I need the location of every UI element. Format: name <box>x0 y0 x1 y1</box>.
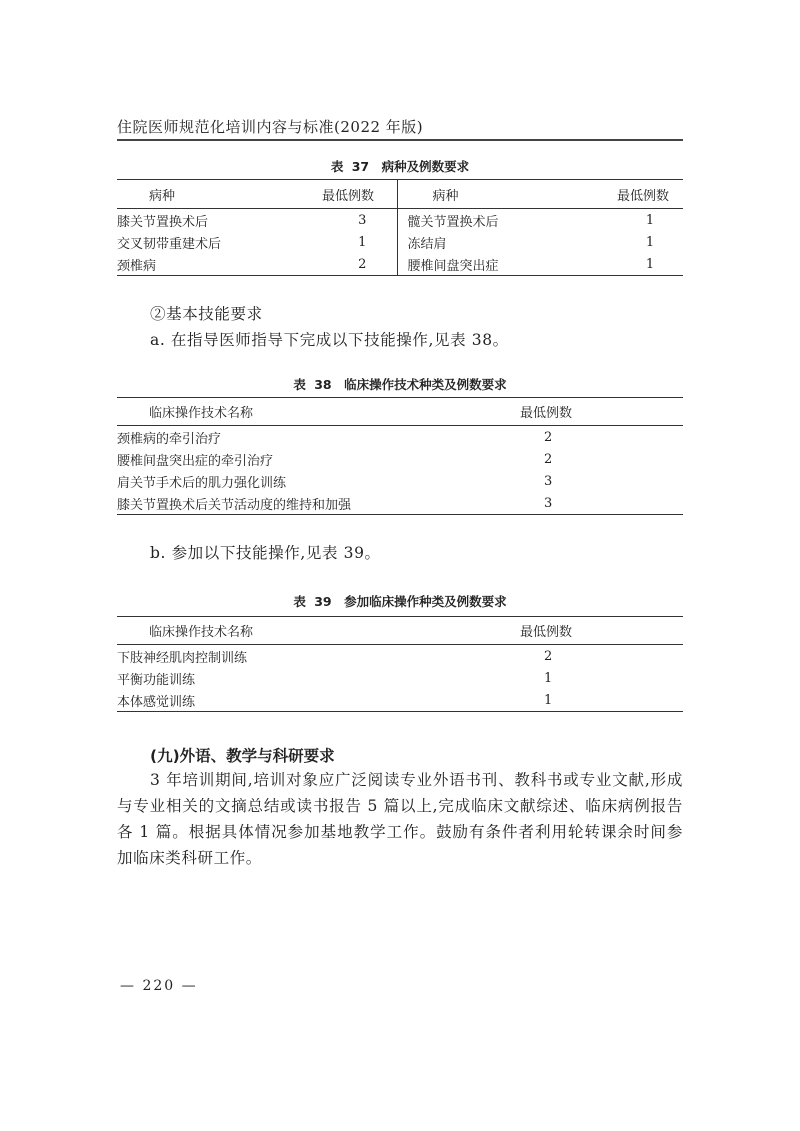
table39-caption: 表 39 参加临床操作种类及例数要求 <box>293 594 507 609</box>
table37-caption: 表 37 病种及例数要求 <box>330 159 470 174</box>
table38-header-name: 临床操作技术名称 <box>117 398 447 426</box>
table37-header-min-2: 最低例数 <box>581 180 683 209</box>
table-cell: 2 <box>544 429 553 445</box>
table-cell: 本体感觉训练 <box>117 694 196 710</box>
table37-header-min: 最低例数 <box>292 180 397 209</box>
table-row <box>117 209 683 232</box>
table37 <box>117 179 683 276</box>
header-rule <box>117 139 683 141</box>
table-cell: 腰椎间盘突出症 <box>397 253 581 276</box>
table-cell: 1 <box>645 234 655 250</box>
table39-header-min: 最低例数 <box>447 617 683 645</box>
table-cell: 膝关节置换术后关节活动度的维持和加强 <box>117 497 352 513</box>
table-row <box>117 492 683 515</box>
skills-heading: ②基本技能要求 <box>150 305 263 323</box>
table-cell: 髋关节置换术后 <box>397 209 581 232</box>
table38-header-min: 最低例数 <box>447 398 683 426</box>
table-cell: 1 <box>645 212 655 228</box>
table-cell: 冻结肩 <box>397 231 581 253</box>
table37-header-disease: 病种 <box>117 180 292 209</box>
table-cell: 1 <box>358 234 367 250</box>
table38 <box>117 397 683 515</box>
table-row <box>117 253 683 276</box>
table37-header-row <box>117 180 683 209</box>
table38-caption: 表 38 临床操作技术种类及例数要求 <box>293 377 507 392</box>
table-cell: 2 <box>544 648 553 664</box>
table-cell: 3 <box>544 473 553 489</box>
table-cell: 3 <box>544 495 553 511</box>
table37-header-disease-2: 病种 <box>397 180 581 209</box>
table-row <box>117 448 683 470</box>
section9-body: 3 年培训期间,培训对象应广泛阅读专业外语书刊、教科书或专业文献,形成与专业相关的文摘总结或读书报告 5 篇以上,完成临床文献综述、临床病例报告各 1 篇。根据具体情况参加基地教学工作。鼓励有条件者利用轮转课余时间参加临床类科研工作。 <box>117 771 683 867</box>
table-cell: 3 <box>358 212 367 228</box>
table-cell: 2 <box>544 451 553 467</box>
table-row <box>117 645 683 668</box>
table-row <box>117 667 683 689</box>
table-cell: 膝关节置换术后 <box>117 214 209 230</box>
table-cell: 2 <box>358 256 367 272</box>
table-row <box>117 689 683 712</box>
skills-item-b: b. 参加以下技能操作,见表 39。 <box>150 544 381 562</box>
table-cell: 1 <box>544 670 553 686</box>
table-row <box>117 470 683 492</box>
section9-title: (九)外语、教学与科研要求 <box>150 747 335 765</box>
table-cell: 颈椎病的牵引治疗 <box>117 431 222 447</box>
table-cell: 1 <box>645 256 655 272</box>
skills-item-a: a. 在指导医师指导下完成以下技能操作,见表 38。 <box>150 331 509 349</box>
table-cell: 1 <box>544 692 553 708</box>
table39-header-row <box>117 617 683 645</box>
table-row <box>117 426 683 449</box>
table39 <box>117 616 683 712</box>
table-cell: 平衡功能训练 <box>117 672 196 688</box>
table-cell: 颈椎病 <box>117 258 157 274</box>
running-header: 住院医师规范化培训内容与标准(2022 年版) <box>117 118 424 136</box>
table-cell: 腰椎间盘突出症的牵引治疗 <box>117 453 274 469</box>
table-row <box>117 231 683 253</box>
table39-header-name: 临床操作技术名称 <box>117 617 447 645</box>
table38-header-row <box>117 398 683 426</box>
table-cell: 肩关节手术后的肌力强化训练 <box>117 475 287 491</box>
table-cell: 下肢神经肌肉控制训练 <box>117 650 248 666</box>
table-cell: 交叉韧带重建术后 <box>117 236 222 252</box>
page-number: — 220 — <box>120 978 198 994</box>
